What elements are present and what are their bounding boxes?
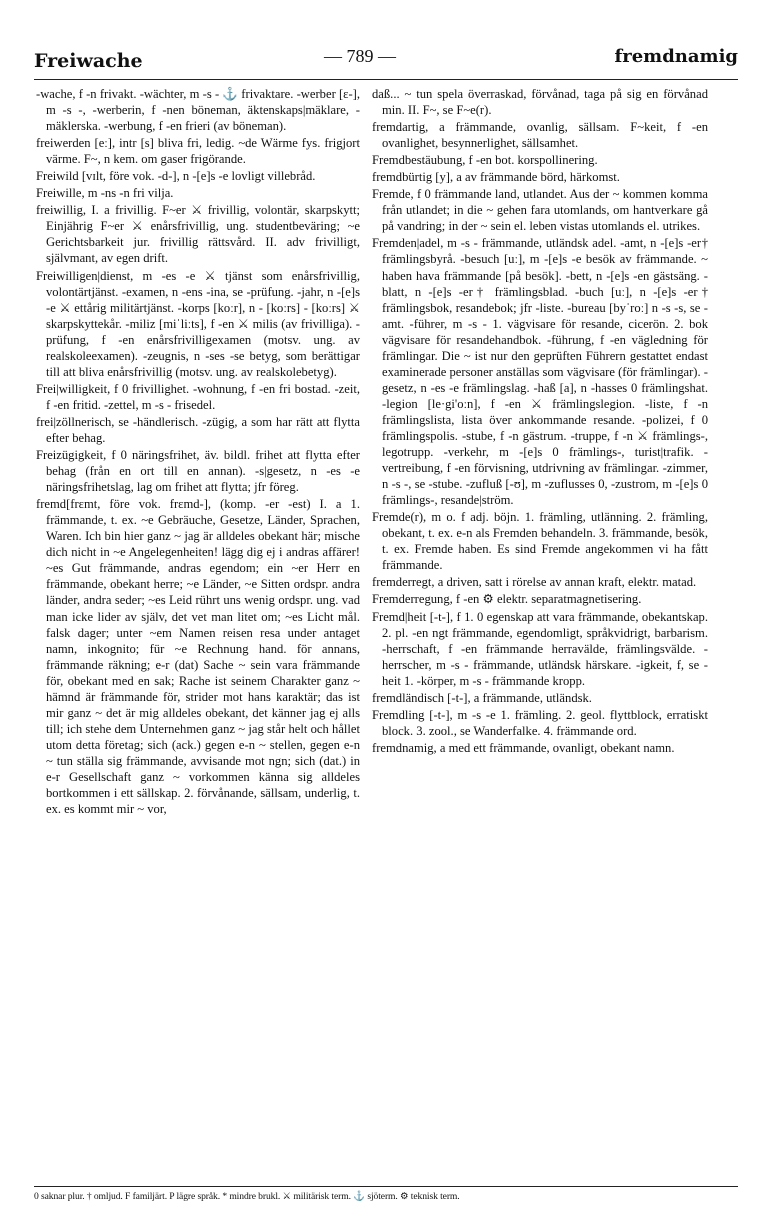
dictionary-entry: Fremdling [-t-], m -s -e 1. främling. 2. geol. flyttblock, erratiskt block. 3. zool., se Wanderfalke. 4. främmande ord.: [372, 707, 708, 738]
page-number: — 789 —: [324, 46, 396, 66]
dictionary-entry: fremdnamig, a med ett främmande, ovanligt, obekant namn.: [372, 740, 675, 755]
dictionary-entry: -wache, f -n frivakt. -wächter, m -s - ⚓ frivaktare. -werber [ɛ-], m -s -, -werberin, f -nen böneman, äktenskaps|mäklare, -mäklerska. -werbung, f -en frieri (av böneman).: [36, 87, 360, 134]
dictionary-entry: Freizügigkeit, f 0 näringsfrihet, äv. bildl. frihet att flytta efter behag (från en ort till en annan). -s|gesetz, n -es -e näringsfrihetslag, lag om frihet att flytta; jfr föreg.: [36, 448, 360, 495]
dictionary-entry: Fremderregung, f -en ⚙ elektr. separatmagnetisering.: [372, 592, 642, 607]
dictionary-entry: Fremd|heit [-t-], f 1. 0 egenskap att vara främmande, obekantskap. 2. pl. -en ngt främmande, egendomligt, språkvidrigt, barbarism. -herrschaft, f -en främmande herravälde, främlingsvälde. -herrscher, m -s - främmande, utländsk härskare. -igkeit, f, se -heit 1. -körper, m -s - främmande kropp.: [372, 609, 708, 688]
dictionary-entry: frei|zöllnerisch, se -händlerisch. -zügig, a som har rätt att flytta efter behag.: [36, 414, 360, 445]
dictionary-entry: Fremdbestäubung, f -en bot. korspollinering.: [372, 153, 598, 168]
dictionary-entry: Freiwilligen|dienst, m -es -e ⚔ tjänst som enårsfrivillig, volontärtjänst. -examen, n -ens -ina, se -prüfung. -jahr, n -[e]s -e ⚔ ettårig militärtjänst. -korps [koːr], n - [koːrs] - [koːrs] ⚔ skarpskyttekår. -miliz [miˈliːts], f -en ⚔ milis (av frivilliga). -prüfung, f -en enårsfrivilligexamen (motsv. ung. av realskoleexamen). -zeugnis, n -ses -se betyg, som berättigar till att bliva enårsfrivillig (motsv. ung. av realskolebetyg).: [36, 268, 360, 379]
dictionary-entry: fremd[frɛmt, före vok. frɛmd-], (komp. -er -est) I. a 1. främmande, t. ex. ~e Gebräuche, Gesetze, Länder, Sprachen, Waren. Ich bin hier ganz ~ jag är alldeles obekant här; mische dich nicht in ~e Angelegenheiten! lägg dig ej i andras affärer! ~es Gut främmande, andras egendom; ein ~er Herr en främmande, obekant herre; ~e Länder, ~e Sitten ordspr. andra länder, andra seder; ~es Leid rührt uns wenig ordspr. ung. vad man icke lider av själv, det vet man litet om; ~es Licht mål. falsk dager; unter ~em Namen reisen resa under antaget namn, inkognito; für ~e Rechnung hand. för annans, främmande räkning; e-r (dat) Sache ~ sein vara främmande för, obekant med en sak; Rache ist seinem Charakter ganz ~ hämnd är främmande för, strider mot hans karaktär; das ist mir ganz ~ det är mig alldeles obekant, det känner jag ej alls till; ich stehe dem Unternehmen ganz ~ jag står helt och hållet utom detta företag; sich (ack.) gegen e-n ~ stellen, gegen e-n ~ tun ställa sig främmande, avvisande mot ngn; sich (dat.) in e-r Gesellschaft ganz ~ vorkommen känna sig alldeles bortkommen i ett sällskap. 2. förvånande, sällsam, underlig, t. ex. es kommt mir ~ vor,: [36, 497, 360, 817]
dictionary-entry: Fremden|adel, m -s - främmande, utländsk adel. -amt, n -[e]s -er† främlingsbyrå. -besuch [uː], m -[e]s -e besök av främmande. ~ haben hava främmande [på besök]. -bett, n -[e]s -en gästsäng. -blatt, n -[e]s -er† främlingsblad. -buch [uː], n -[e]s -er† främlingsbok, resandebok; jfr -liste. -bureau [byˈroː] n -s -s, se -amt. -führer, m -s - 1. vägvisare för resande, cicerön. 2. bok vägvisare för resandehandbok. -führung, f -en vägledning för främlingar. Die ~ ist nur den geprüften Führern gestattet endast examinerade personer anställas som vägvisare (för främlingar). -gesetz, n -es -e främlingslag. -haß [a], n -hasses 0 främlingshat. -legion [le·gi'oːn], f -en ⚔ främlingslegion. -liste, f -n främlingslista, lista över ankommande resande. -polizei, f 0 främlingspolis. -stube, f -n gästrum. -truppe, f -n ⚔ främlings-, legotrupp. -verkehr, m -[e]s 0 främlings-, turist|trafik. -vertreibung, f -en förvisning, utdrivning av främlingar. -zimmer, n -s -, se -stube. -zufluß [-ʊ], m -zuflusses 0, -zustrom, m -[e]s 0 främlings-, resande|ström.: [372, 236, 708, 508]
dictionary-entry: daß... ~ tun spela överraskad, förvånad, taga på sig en förvånad min. II. F~, se F~e(r).: [372, 87, 708, 118]
left-column: [36, 86, 360, 817]
dictionary-entry: fremdbürtig [y], a av främmande börd, härkomst.: [372, 170, 620, 185]
dictionary-entry: Fremde(r), m o. f adj. böjn. 1. främling, utlänning. 2. främling, obekant, t. ex. e-n als Fremden behandeln. 3. främmande, besök, t. ex. Fremde haben. Es sind Fremde angekommen vi ha fått främmande.: [372, 510, 708, 573]
dictionary-entry: fremderregt, a driven, satt i rörelse av annan kraft, elektr. matad.: [372, 575, 697, 590]
footer-rule: [34, 1186, 738, 1187]
page-header: [34, 40, 738, 76]
dictionary-entry: Fremde, f 0 främmande land, utlandet. Aus der ~ kommen komma från utlandet; in die ~ gehen fara utomlands, om hantverkare gå på vandring; in der ~ sein el. leben vistas utomlands el. utrikes.: [372, 187, 708, 234]
dictionary-entry: Freiwild [vɪlt, före vok. -d-], n -[e]s -e lovligt villebråd.: [36, 169, 316, 184]
left-headword: Freiwache: [34, 50, 143, 72]
dictionary-entry: Freiwille, m -ns -n fri vilja.: [36, 186, 174, 201]
dictionary-entry: fremdartig, a främmande, ovanlig, sällsam. F~keit, f -en ovanlighet, besynnerlighet, sällsamhet.: [372, 120, 708, 151]
dictionary-entry: Frei|willigkeit, f 0 frivillighet. -wohnung, f -en fri bostad. -zeit, f -en fritid. -zettel, m -s - frisedel.: [36, 381, 360, 412]
dictionary-entry: freiwillig, I. a frivillig. F~er ⚔ frivillig, volontär, skarpskytt; Einjährig F~er ⚔ enårsfrivillig, ung. studentbeväring; ~e Gerichtsbarkeit jur. frivillig rättsvård. II. adv frivilligt, självmant, av egen drift.: [36, 203, 360, 266]
dictionary-entry: freiwerden [eː], intr [s] bliva fri, ledig. ~de Wärme fys. frigjort värme. F~, n kem. om gaser frigörande.: [36, 136, 360, 167]
right-headword: fremdnamig: [614, 46, 738, 67]
abbreviation-legend: 0 saknar plur. † omljud. F familjärt. P lägre språk. * mindre brukl. ⚔ militärisk term. ⚓ sjöterm. ⚙ teknisk term.: [34, 1191, 460, 1202]
right-column: [372, 86, 708, 756]
header-rule: [34, 79, 738, 80]
dictionary-entry: fremdländisch [-t-], a främmande, utländsk.: [372, 690, 592, 705]
